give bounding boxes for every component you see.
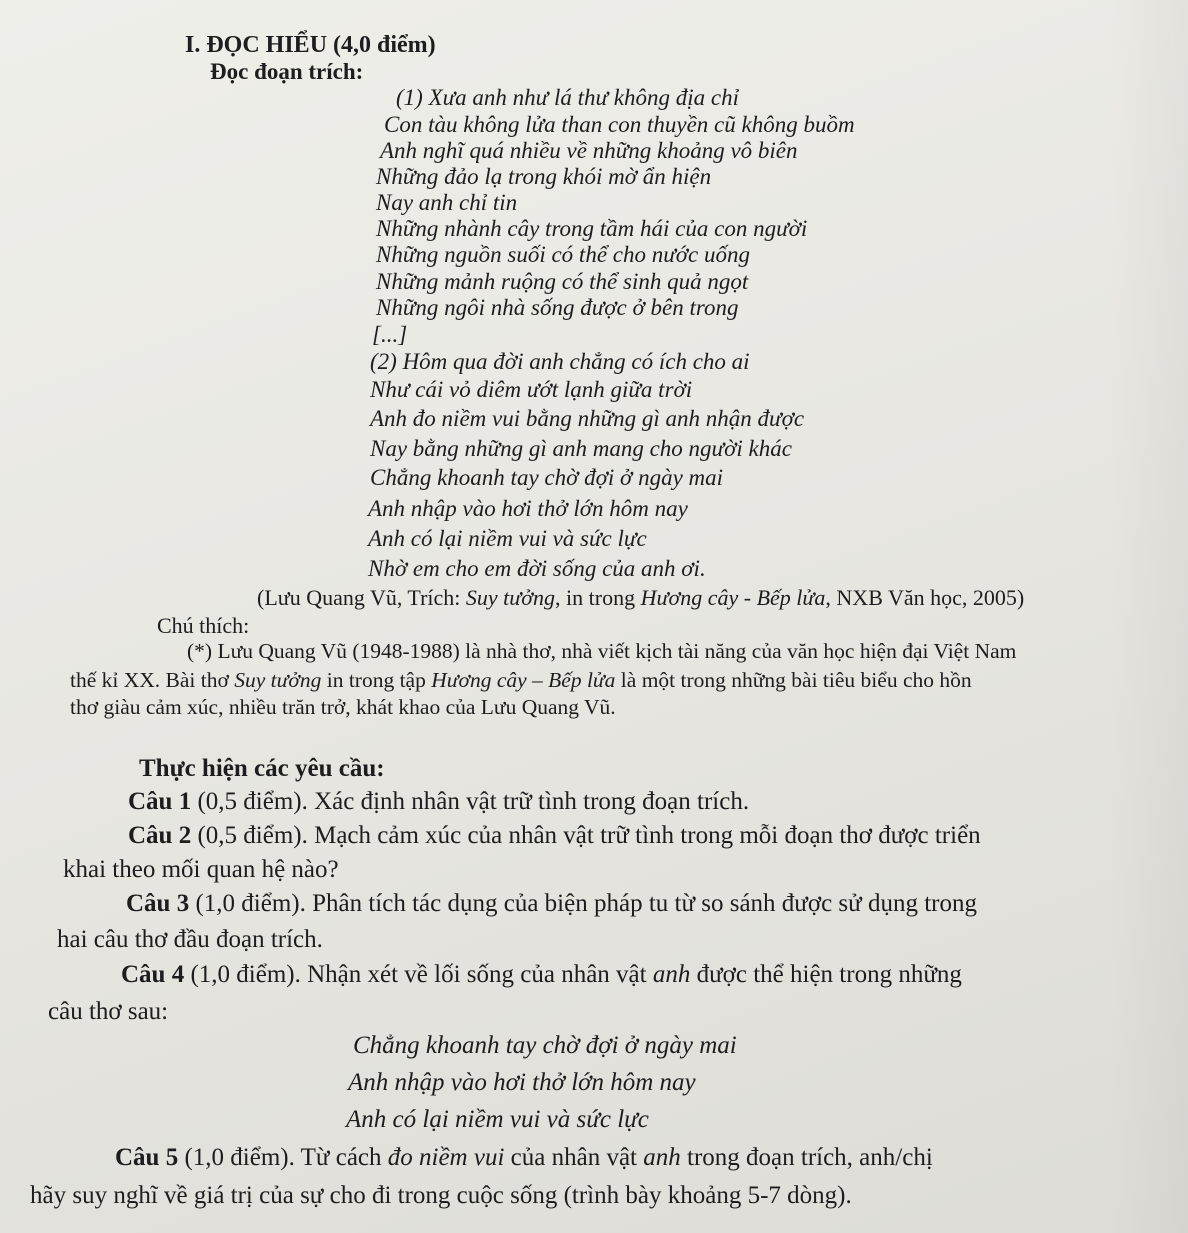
note-text: thế kỉ XX. Bài thơ (70, 668, 235, 692)
poem-line: Anh nhập vào hơi thở lớn hôm nay (368, 496, 688, 521)
poem-line: Những đảo lạ trong khói mờ ẩn hiện (376, 164, 712, 189)
note-collection-title: Hương cây – Bếp lửa (431, 668, 616, 692)
question-number: Câu 1 (128, 788, 192, 815)
source-prefix: (Lưu Quang Vũ, Trích: (257, 585, 466, 610)
question-text: (1,0 điểm). Nhận xét về lối sống của nhân vật (184, 961, 653, 988)
poem-line: Những ngôi nhà sống được ở bên trong (376, 295, 739, 320)
quote-line: Anh có lại niềm vui và sức lực (346, 1106, 649, 1133)
question-3-continuation: hai câu thơ đầu đoạn trích. (57, 926, 323, 953)
question-number: Câu 4 (121, 961, 185, 988)
poem-line: Nay bằng những gì anh mang cho người khác (370, 436, 792, 461)
question-text: (0,5 điểm). Mạch cảm xúc của nhân vật trữ tình trong mỗi đoạn thơ được triển (191, 822, 981, 849)
read-label: Đọc đoạn trích: (210, 59, 364, 84)
poem-line: Anh nghĩ quá nhiều về những khoảng vô biên (380, 138, 798, 163)
poem-line: Những mảnh ruộng có thể sinh quả ngọt (376, 269, 749, 294)
ellipsis-marker: [...] (372, 322, 408, 347)
poem-line: Như cái vỏ diêm ướt lạnh giữa trời (370, 377, 693, 402)
question-text: được thể hiện trong những (690, 961, 962, 988)
note-text: là một trong những bài tiêu biểu cho hồn (615, 668, 972, 692)
poem-line: Nay anh chỉ tin (376, 190, 518, 215)
note-line-2 (70, 670, 972, 692)
poem-line: Những nhành cây trong tầm hái của con người (376, 216, 808, 241)
question-text: (1,0 điểm). Từ cách (178, 1144, 388, 1171)
note-line-1: (*) Lưu Quang Vũ (1948-1988) là nhà thơ, nhà viết kịch tài năng của văn học hiện đại Việt Nam (187, 639, 1017, 663)
question-text: trong đoạn trích, anh/chị (680, 1144, 933, 1171)
note-line-3: thơ giàu cảm xúc, nhiều trăn trở, khát khao của Lưu Quang Vũ. (70, 695, 616, 719)
poem-line: Con tàu không lửa than con thuyền cũ không buồm (384, 112, 855, 137)
poem-line: (1) Xưa anh như lá thư không địa chỉ (396, 85, 739, 110)
question-text: của nhân vật (504, 1144, 644, 1171)
note-label: Chú thích: (157, 613, 250, 638)
poem-line: Những nguồn suối có thể cho nước uống (376, 242, 751, 267)
question-number: Câu 3 (126, 890, 190, 917)
question-3 (126, 891, 977, 916)
source-mid: , in trong (555, 585, 641, 610)
source-work-title: Suy tưởng (465, 585, 556, 610)
paper-shadow (1108, 0, 1188, 1233)
question-4 (121, 962, 962, 987)
question-text-italic: đo niềm vui (387, 1144, 505, 1171)
question-5-continuation: hãy suy nghĩ về giá trị của sự cho đi trong cuộc sống (trình bày khoảng 5-7 dòng). (30, 1182, 852, 1209)
question-2-continuation: khai theo mối quan hệ nào? (63, 856, 339, 883)
quote-line: Anh nhập vào hơi thở lớn hôm nay (348, 1069, 696, 1096)
question-text-italic: anh (652, 961, 691, 988)
question-2 (128, 823, 981, 848)
question-text: (1,0 điểm). Phân tích tác dụng của biện pháp tu từ so sánh được sử dụng trong (189, 890, 977, 917)
poem-line: Chẳng khoanh tay chờ đợi ở ngày mai (370, 465, 724, 490)
question-text-italic: anh (643, 1144, 681, 1171)
question-4-continuation: câu thơ sau: (48, 998, 169, 1025)
question-number: Câu 5 (115, 1144, 179, 1171)
tasks-label: Thực hiện các yêu cầu: (139, 755, 385, 782)
source-citation (257, 587, 1024, 609)
question-1 (128, 789, 749, 814)
question-number: Câu 2 (128, 822, 192, 849)
poem-line: (2) Hôm qua đời anh chẳng có ích cho ai (370, 349, 750, 374)
question-5 (115, 1145, 933, 1170)
poem-line: Anh có lại niềm vui và sức lực (368, 526, 647, 551)
section-title: I. ĐỌC HIỂU (4,0 điểm) (185, 32, 436, 58)
note-text: in trong tập (321, 668, 432, 692)
poem-line: Nhờ em cho em đời sống của anh ơi. (368, 556, 706, 581)
question-text: (0,5 điểm). Xác định nhân vật trữ tình trong đoạn trích. (191, 788, 750, 815)
quote-line: Chẳng khoanh tay chờ đợi ở ngày mai (353, 1032, 737, 1059)
poem-line: Anh đo niềm vui bằng những gì anh nhận được (370, 406, 805, 431)
source-collection-title: Hương cây - Bếp lửa (640, 585, 826, 610)
note-work-title: Suy tưởng (234, 668, 322, 692)
source-suffix: , NXB Văn học, 2005) (825, 585, 1025, 610)
